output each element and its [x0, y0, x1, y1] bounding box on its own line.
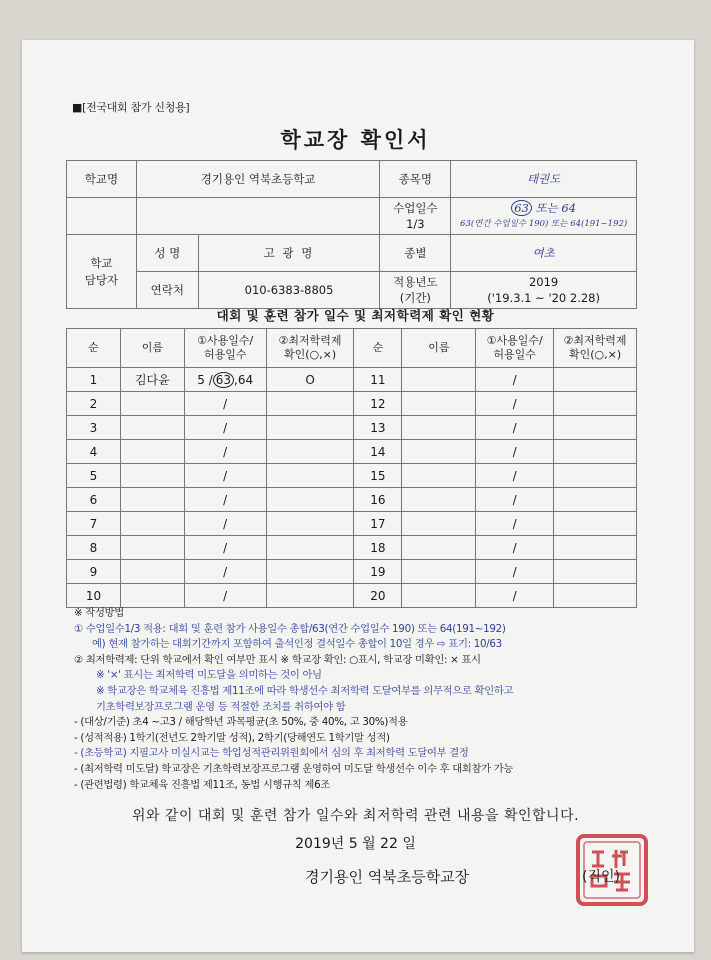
name-value: 고 광 명 — [198, 235, 380, 272]
note-1b: 예) 현재 참가하는 대회기간까지 포함하여 출석인정 결석일수 총합이 10일 경우 ⇨ 표기: 10/63 — [92, 638, 502, 651]
row-mark-right — [554, 368, 637, 392]
row-no-right: 14 — [354, 440, 402, 464]
info-table — [66, 160, 637, 309]
school-label-cont — [67, 198, 137, 235]
row-days-right: / — [476, 584, 554, 608]
year-label — [380, 272, 451, 309]
row-no: 1 — [67, 368, 121, 392]
row-no: 4 — [67, 440, 121, 464]
row-mark-right — [554, 464, 637, 488]
year-value-text: 2019 — [528, 275, 559, 289]
document-title: 학교장 확인서 — [280, 128, 431, 152]
sport-label: 종목명 — [380, 161, 451, 198]
note-3: ※ '×' 표시는 최저학력 미도달을 의미하는 것이 아님 — [96, 669, 322, 682]
table-row — [67, 464, 637, 488]
row-name-right — [402, 488, 476, 512]
row-mark — [266, 440, 354, 464]
row-no: 3 — [67, 416, 121, 440]
note-7: - (초등학교) 지필고사 미실시교는 학업성적관리위원회에서 심의 후 최저학력 도달여부 결정 — [74, 747, 469, 760]
table-row — [67, 488, 637, 512]
period-value: ('19.3.1 ~ '20 2.28) — [487, 291, 600, 305]
note-4b: 기초학력보장프로그램 운영 등 적절한 조치를 취하여야 함 — [96, 700, 346, 713]
table-row — [67, 416, 637, 440]
row-no: 6 — [67, 488, 121, 512]
row-no: 7 — [67, 512, 121, 536]
row-no-right: 11 — [354, 368, 402, 392]
row-days-right: / — [476, 560, 554, 584]
row-days: / — [184, 392, 266, 416]
header-no: 순 — [67, 329, 121, 368]
row-days: / — [184, 488, 266, 512]
row-no-right: 15 — [354, 464, 402, 488]
row-days-right: / — [476, 512, 554, 536]
row-mark — [266, 512, 354, 536]
header-min-right: ②최저학력제 확인(○,×) — [554, 329, 637, 368]
row-days: / — [184, 584, 266, 608]
row-name — [120, 440, 184, 464]
row-days: / — [184, 440, 266, 464]
row-name-right — [402, 560, 476, 584]
year-label-2: (기간) — [399, 291, 431, 305]
row-days: / — [184, 536, 266, 560]
note-8: - (최저학력 미도달) 학교장은 기초학력보장프로그램 운영하여 미도달 학생선수 이수 후 대회참가 가능 — [74, 762, 514, 775]
phone-label: 연락처 — [136, 272, 198, 309]
row-no: 2 — [67, 392, 121, 416]
gender-value: 여초 — [451, 235, 637, 272]
school-label: 학교명 — [67, 161, 137, 198]
contact-label-2: 담당자 — [84, 272, 119, 287]
row-mark-right — [554, 440, 637, 464]
phone-value: 010-6383-8805 — [198, 272, 380, 309]
row-mark-right — [554, 560, 637, 584]
contact-label-1: 학교 — [90, 255, 113, 270]
note-9: - (관련법령) 학교체육 진흥법 제11조, 동법 시행규칙 제6조 — [74, 778, 330, 791]
header-name: 이름 — [120, 329, 184, 368]
header-days: ①사용일수/ 허용일수 — [184, 329, 266, 368]
row-mark-right — [554, 392, 637, 416]
participation-table — [66, 328, 637, 608]
row-days-right: / — [476, 440, 554, 464]
notes-header: ※ 작성방법 — [74, 607, 124, 619]
row-no-right: 12 — [354, 392, 402, 416]
row-no-right: 16 — [354, 488, 402, 512]
gender-label: 종별 — [380, 235, 451, 272]
row-mark — [266, 584, 354, 608]
year-value — [451, 272, 637, 309]
note-5: - (대상/기준) 초4 ~고3 / 해당학년 과목평균(초 50%, 중 40%, 고 30%)적용 — [74, 716, 408, 729]
row-name-right — [402, 512, 476, 536]
form-tag: ■[전국대회 참가 신청용] — [72, 101, 190, 114]
confirm-statement: 위와 같이 대회 및 훈련 참가 일수와 최저학력 관련 내용을 확인합니다. — [131, 808, 580, 824]
header-days-right: ①사용일수/ 허용일수 — [476, 329, 554, 368]
class-days-alt: 또는 64 — [535, 201, 577, 215]
class-days-circled: 63 — [511, 200, 532, 216]
table-row — [67, 392, 637, 416]
row-mark — [266, 392, 354, 416]
school-name-cont — [136, 198, 380, 235]
header-name-right: 이름 — [402, 329, 476, 368]
row-name — [120, 416, 184, 440]
table-title: 대회 및 훈련 참가 일수 및 최저학력제 확인 현황 — [216, 308, 495, 323]
sport-value: 태권도 — [451, 161, 637, 198]
row-mark: O — [266, 368, 354, 392]
row-days: 5 / 63 ,64 — [184, 368, 266, 392]
row-no: 9 — [67, 560, 121, 584]
table-row — [67, 512, 637, 536]
row-name: 김다윤 — [120, 368, 184, 392]
note-4a: ※ 학교장은 학교체육 진흥법 제11조에 따라 학생선수 최저학력 도달여부를 의무적으로 확인하고 — [96, 684, 514, 697]
circled-days: 63 — [213, 372, 234, 388]
row-days: / — [184, 512, 266, 536]
row-no-right: 19 — [354, 560, 402, 584]
row-name-right — [402, 464, 476, 488]
notes — [74, 606, 634, 793]
issue-date: 2019년 5 월 22 일 — [295, 836, 416, 852]
row-name-right — [402, 440, 476, 464]
row-no-right: 13 — [354, 416, 402, 440]
note-6: - (성적적용) 1학기(전년도 2학기말 성적), 2학기(당해연도 1학기말 성적) — [74, 731, 390, 744]
row-mark-right — [554, 536, 637, 560]
header-no-right: 순 — [354, 329, 402, 368]
year-label-1: 적용년도 — [393, 275, 438, 289]
row-name — [120, 584, 184, 608]
row-name-right — [402, 368, 476, 392]
seal-label: (직인) — [582, 869, 620, 885]
row-days-right: / — [476, 368, 554, 392]
principal-name: 경기용인 역북초등학교장 — [305, 868, 470, 886]
row-name — [120, 512, 184, 536]
row-mark-right — [554, 512, 637, 536]
header-min: ②최저학력제 확인(○,×) — [266, 329, 354, 368]
class-days-detail: 63(연간 수업일수 190) 또는 64(191~192) — [460, 219, 628, 229]
row-no: 8 — [67, 536, 121, 560]
row-mark — [266, 416, 354, 440]
row-name-right — [402, 392, 476, 416]
school-name: 경기용인 역북초등학교 — [136, 161, 380, 198]
table-row — [67, 584, 637, 608]
row-days: / — [184, 464, 266, 488]
row-no-right: 20 — [354, 584, 402, 608]
row-no-right: 17 — [354, 512, 402, 536]
table-row — [67, 440, 637, 464]
table-row — [67, 536, 637, 560]
row-mark — [266, 464, 354, 488]
row-days-right: / — [476, 464, 554, 488]
class-days-label-2: 1/3 — [406, 217, 425, 231]
row-days: / — [184, 560, 266, 584]
row-mark-right — [554, 584, 637, 608]
class-days-value — [451, 198, 637, 235]
row-name — [120, 536, 184, 560]
row-mark — [266, 536, 354, 560]
row-days-right: / — [476, 488, 554, 512]
row-days-right: / — [476, 536, 554, 560]
row-mark-right — [554, 416, 637, 440]
table-row — [67, 560, 637, 584]
row-no: 5 — [67, 464, 121, 488]
note-1a: ① 수업일수1/3 적용: 대회 및 훈련 참가 사용일수 총합/63(연간 수업일수 190) 또는 64(191~192) — [74, 622, 506, 635]
row-days-right: / — [476, 416, 554, 440]
contact-label — [67, 235, 137, 309]
row-no: 10 — [67, 584, 121, 608]
class-days-label-1: 수업일수 — [393, 201, 438, 215]
name-label: 성 명 — [136, 235, 198, 272]
row-days-right: / — [476, 392, 554, 416]
row-name — [120, 560, 184, 584]
row-name — [120, 392, 184, 416]
row-mark-right — [554, 488, 637, 512]
row-name-right — [402, 584, 476, 608]
row-mark — [266, 488, 354, 512]
row-name — [120, 464, 184, 488]
class-days-label — [380, 198, 451, 235]
row-days: / — [184, 416, 266, 440]
note-2: ② 최저학력제: 단위 학교에서 확인 여부만 표시 ※ 학교장 확인: ○표시, 학교장 미확인: × 표시 — [74, 653, 481, 666]
row-name — [120, 488, 184, 512]
row-no-right: 18 — [354, 536, 402, 560]
table-row — [67, 368, 637, 392]
row-name-right — [402, 416, 476, 440]
row-mark — [266, 560, 354, 584]
row-name-right — [402, 536, 476, 560]
